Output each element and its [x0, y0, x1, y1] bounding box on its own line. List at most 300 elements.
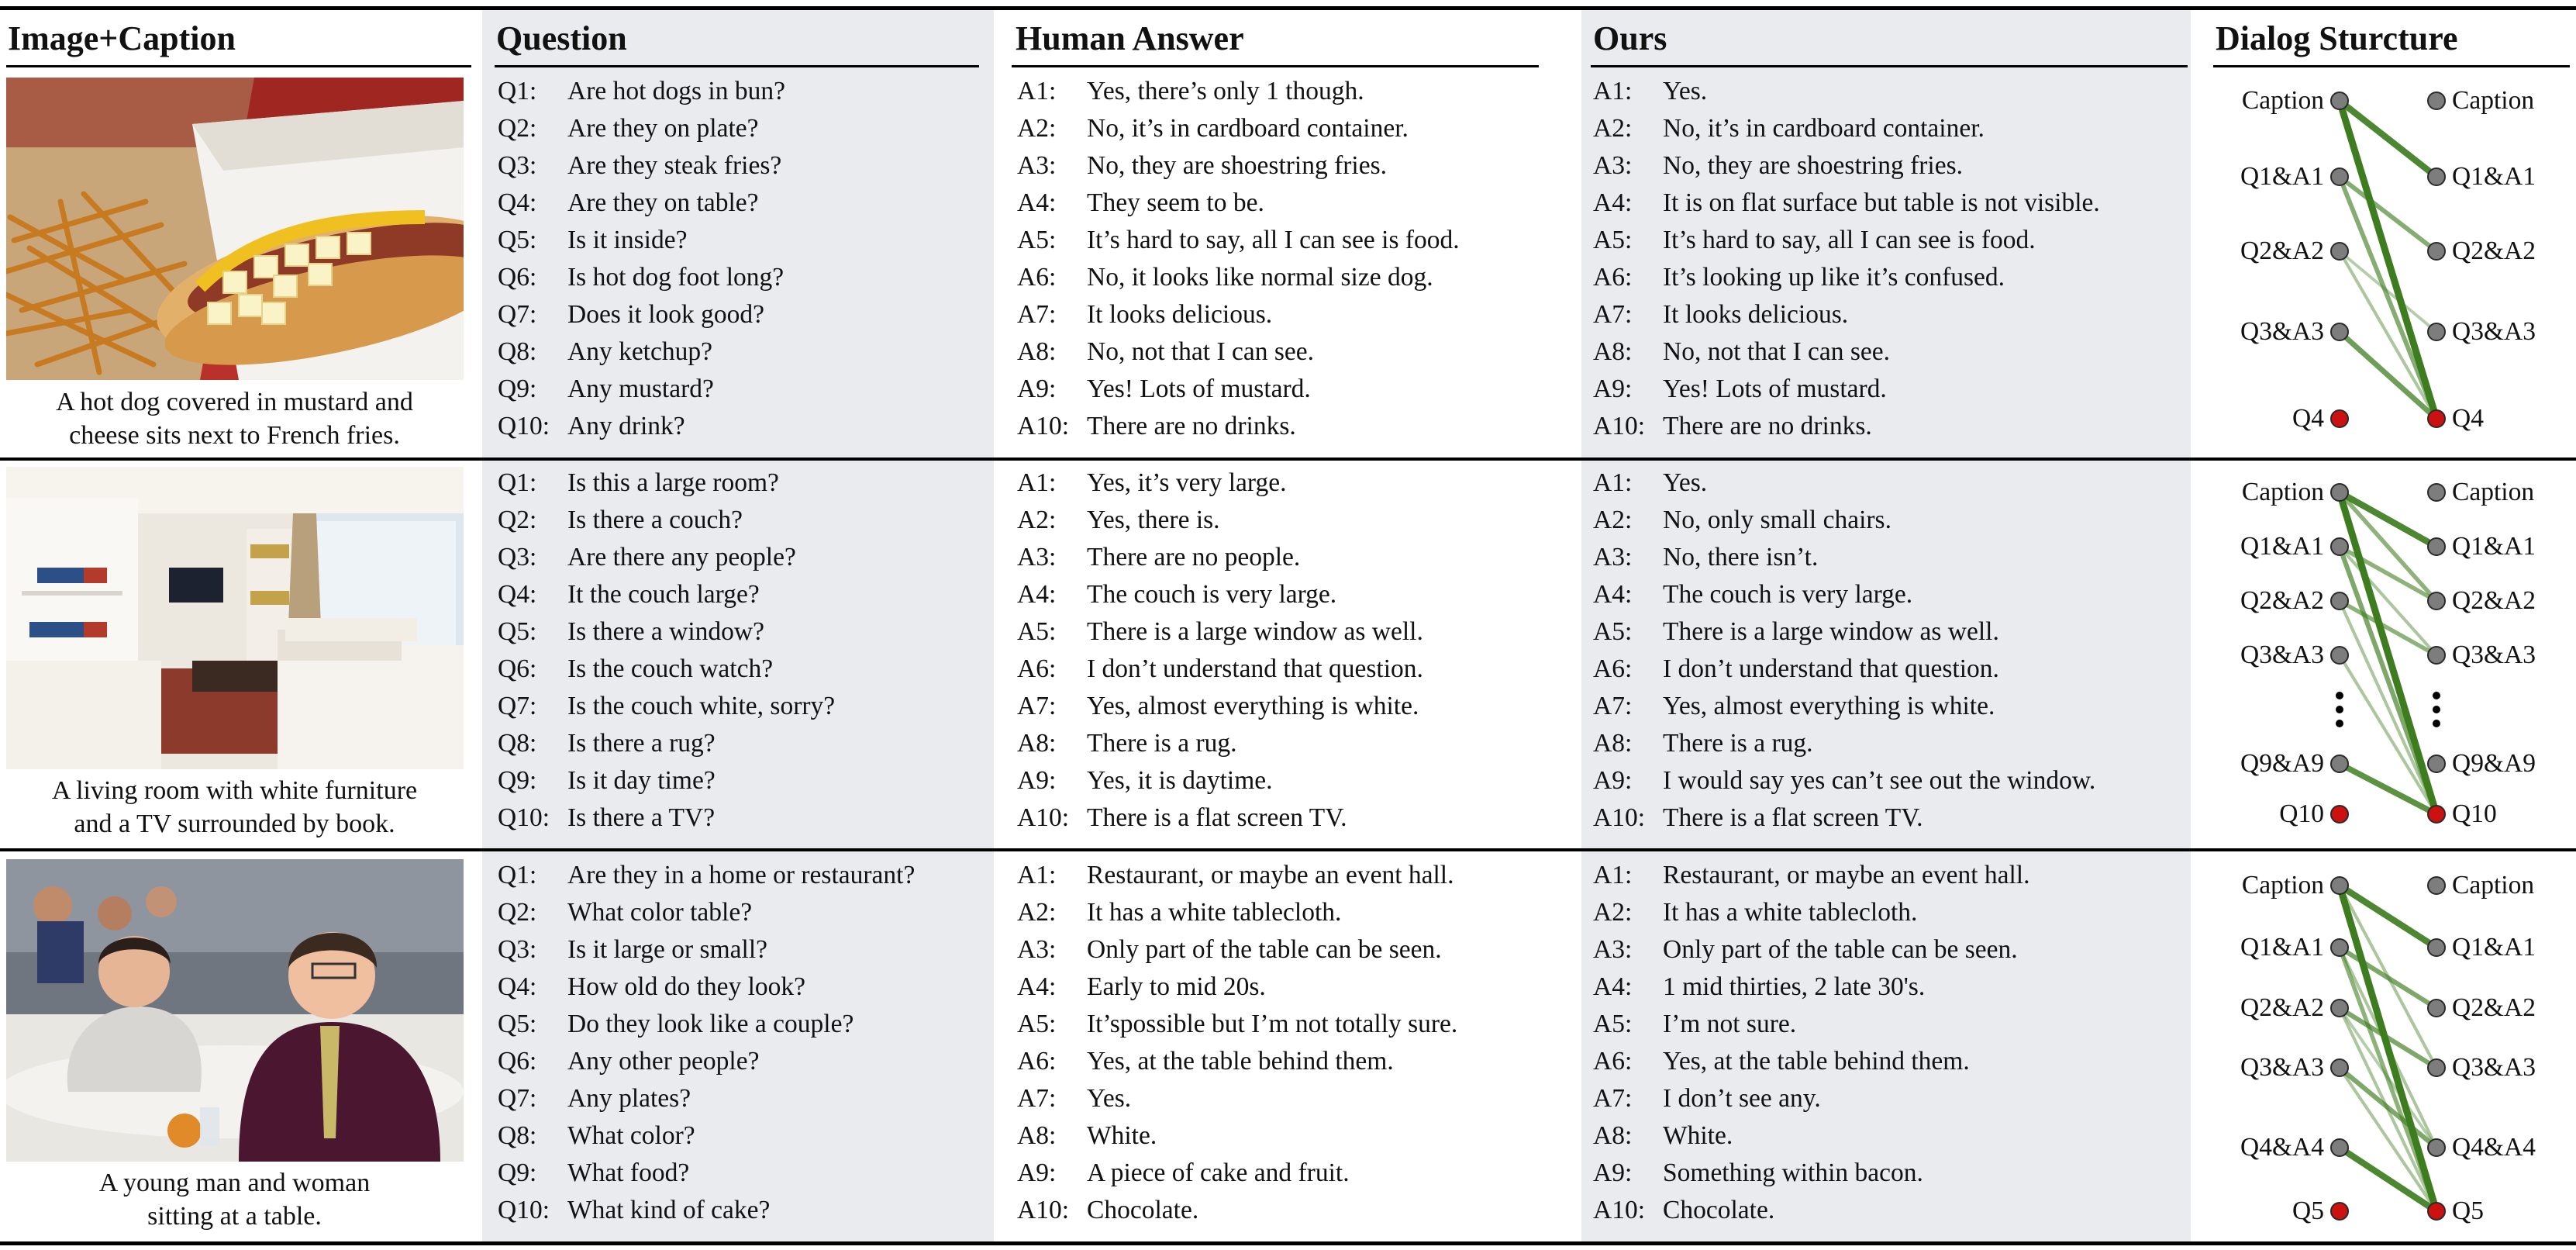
human-answer-label: A2: — [1017, 898, 1057, 927]
ours-answer-line-7 — [1593, 688, 1995, 725]
header-underline-dialog — [2213, 65, 2570, 67]
dialog-edge — [2340, 1068, 2436, 1211]
human-answer-label: A9: — [1017, 375, 1057, 403]
ours-answer-text: I don’t understand that question. — [1663, 654, 1999, 683]
human-answer-line-7 — [1017, 688, 1419, 725]
human-answer-line-3 — [1017, 147, 1387, 185]
question-label: Q7: — [498, 300, 537, 329]
left-node-label: Q3&A3 — [2240, 317, 2324, 346]
right-node-label: Q9&A9 — [2452, 749, 2536, 778]
ours-answer-label: A1: — [1593, 468, 1633, 497]
human-answer-label: A10: — [1017, 803, 1069, 832]
ours-answer-label: A4: — [1593, 972, 1633, 1001]
ellipsis-dot — [2433, 706, 2440, 713]
question-text: Is this a large room? — [567, 468, 779, 497]
question-line-1 — [498, 73, 785, 110]
human-answer-text: Only part of the table can be seen. — [1087, 935, 1442, 964]
left-dialog-node — [2331, 592, 2348, 609]
left-node-label: Q2&A2 — [2240, 586, 2324, 615]
ours-answer-label: A9: — [1593, 766, 1633, 795]
ours-answer-text: 1 mid thirties, 2 late 30's. — [1663, 972, 1926, 1001]
human-answer-label: A6: — [1017, 263, 1057, 292]
question-line-6 — [498, 259, 784, 296]
ours-answer-label: A5: — [1593, 1010, 1633, 1038]
question-label: Q2: — [498, 506, 537, 534]
human-answer-line-9 — [1017, 762, 1273, 799]
left-dialog-node — [2331, 1139, 2348, 1156]
ours-answer-text: Yes, almost everything is white. — [1663, 692, 1995, 720]
left-dialog-node — [2331, 538, 2348, 555]
ours-answer-label: A6: — [1593, 654, 1633, 683]
human-answer-label: A10: — [1017, 1196, 1069, 1224]
human-answer-label: A1: — [1017, 77, 1057, 105]
right-dialog-node — [2428, 168, 2445, 185]
human-answer-text: There is a rug. — [1087, 729, 1237, 758]
human-answer-label: A8: — [1017, 1121, 1057, 1150]
left-node-label: Caption — [2241, 86, 2324, 115]
left-dialog-node — [2331, 1203, 2348, 1220]
question-line-7 — [498, 688, 835, 725]
human-answer-line-1 — [1017, 73, 1364, 110]
ours-answer-line-4 — [1593, 185, 2100, 222]
ours-answer-label: A1: — [1593, 77, 1633, 105]
question-line-2 — [498, 110, 759, 147]
human-answer-label: A8: — [1017, 729, 1057, 758]
human-answer-line-6 — [1017, 259, 1433, 296]
human-answer-line-8 — [1017, 333, 1314, 371]
header-question: Question — [496, 19, 627, 57]
ours-answer-line-8 — [1593, 1117, 1733, 1155]
question-line-10 — [498, 1192, 770, 1229]
ours-answer-text: There is a rug. — [1663, 729, 1813, 758]
question-label: Q3: — [498, 935, 537, 964]
human-answer-label: A1: — [1017, 468, 1057, 497]
right-dialog-node — [2428, 1000, 2445, 1017]
header-image-caption: Image+Caption — [8, 19, 236, 57]
human-answer-line-5 — [1017, 222, 1460, 259]
ours-answer-label: A3: — [1593, 151, 1633, 180]
human-answer-line-4 — [1017, 969, 1266, 1006]
human-answer-line-10 — [1017, 799, 1347, 837]
question-text: Are they on plate? — [567, 114, 759, 143]
left-node-label: Q1&A1 — [2240, 532, 2324, 561]
question-label: Q9: — [498, 1158, 537, 1187]
question-label: Q5: — [498, 226, 537, 254]
question-line-10 — [498, 408, 685, 445]
ours-answer-line-1 — [1593, 464, 1707, 502]
left-dialog-node — [2331, 806, 2348, 823]
human-answer-line-9 — [1017, 1155, 1350, 1192]
question-label: Q5: — [498, 1010, 537, 1038]
human-answer-line-6 — [1017, 1043, 1394, 1080]
human-answer-text: Chocolate. — [1087, 1196, 1199, 1224]
ours-answer-label: A1: — [1593, 861, 1633, 889]
ours-answer-label: A5: — [1593, 617, 1633, 646]
ellipsis-dot — [2433, 720, 2440, 727]
left-node-label: Q4&A4 — [2240, 1133, 2324, 1162]
left-dialog-node — [2331, 168, 2348, 185]
ours-answer-text: No, they are shoestring fries. — [1663, 151, 1964, 180]
header-human-answer: Human Answer — [1016, 19, 1244, 57]
right-dialog-node — [2428, 484, 2445, 501]
question-text: Are they steak fries? — [567, 151, 782, 180]
caption-line: sitting at a table. — [147, 1202, 322, 1231]
ours-answer-text: Only part of the table can be seen. — [1663, 935, 2018, 964]
question-label: Q4: — [498, 972, 537, 1001]
ours-answer-line-9 — [1593, 762, 2095, 799]
left-dialog-node — [2331, 243, 2348, 260]
ours-answer-label: A5: — [1593, 226, 1633, 254]
question-line-2 — [498, 894, 752, 931]
human-answer-line-10 — [1017, 1192, 1198, 1229]
question-line-6 — [498, 651, 773, 688]
question-label: Q8: — [498, 337, 537, 366]
human-answer-line-5 — [1017, 613, 1423, 651]
ours-answer-line-8 — [1593, 333, 1890, 371]
ours-answer-text: Yes. — [1663, 468, 1708, 497]
question-text: Is it day time? — [567, 766, 716, 795]
question-label: Q7: — [498, 692, 537, 720]
example-photo-couple — [6, 859, 464, 1162]
right-dialog-node — [2428, 323, 2445, 340]
question-label: Q9: — [498, 375, 537, 403]
question-text: Any ketchup? — [567, 337, 712, 366]
dialog-edge — [2340, 601, 2436, 814]
left-node-label: Q4 — [2292, 404, 2324, 433]
ours-answer-text: The couch is very large. — [1663, 580, 1913, 609]
ours-answer-line-6 — [1593, 1043, 1970, 1080]
human-answer-text: I don’t understand that question. — [1087, 654, 1423, 683]
human-answer-label: A7: — [1017, 692, 1057, 720]
header-underline-ours — [1591, 65, 2188, 67]
human-answer-label: A9: — [1017, 766, 1057, 795]
left-dialog-node — [2331, 92, 2348, 109]
ours-answer-line-4 — [1593, 576, 1912, 613]
question-text: What color? — [567, 1121, 695, 1150]
human-answer-label: A1: — [1017, 861, 1057, 889]
ours-answer-line-8 — [1593, 725, 1812, 762]
right-node-label: Caption — [2452, 871, 2535, 900]
header-underline-image — [6, 65, 471, 67]
question-label: Q10: — [498, 412, 550, 440]
human-answer-text: Yes. — [1087, 1084, 1132, 1113]
human-answer-label: A3: — [1017, 543, 1057, 571]
header-underline-question — [495, 65, 979, 67]
question-line-4 — [498, 185, 759, 222]
ours-answer-text: There is a large window as well. — [1663, 617, 1999, 646]
ours-answer-line-1 — [1593, 857, 2029, 894]
human-answer-text: No, it looks like normal size dog. — [1087, 263, 1433, 292]
question-line-9 — [498, 762, 716, 799]
right-node-label: Q4&A4 — [2452, 1133, 2536, 1162]
ours-answer-text: Yes, at the table behind them. — [1663, 1047, 1970, 1076]
ours-answer-line-4 — [1593, 969, 1925, 1006]
row-separator-2 — [0, 848, 2576, 851]
right-node-label: Q2&A2 — [2452, 993, 2536, 1022]
ours-answer-label: A7: — [1593, 300, 1633, 329]
right-dialog-node — [2428, 410, 2445, 427]
right-dialog-node — [2428, 755, 2445, 772]
human-answer-line-4 — [1017, 576, 1336, 613]
ours-answer-label: A8: — [1593, 337, 1633, 366]
left-node-label: Q9&A9 — [2240, 749, 2324, 778]
question-label: Q6: — [498, 263, 537, 292]
ours-answer-text: Yes! Lots of mustard. — [1663, 375, 1887, 403]
human-answer-text: It has a white tablecloth. — [1087, 898, 1342, 927]
left-node-label: Q3&A3 — [2240, 1053, 2324, 1082]
human-answer-line-5 — [1017, 1006, 1457, 1043]
ours-answer-label: A9: — [1593, 375, 1633, 403]
ours-answer-line-5 — [1593, 1006, 1796, 1043]
question-line-1 — [498, 857, 915, 894]
left-dialog-node — [2331, 1059, 2348, 1076]
human-answer-label: A3: — [1017, 151, 1057, 180]
question-text: Is there a window? — [567, 617, 764, 646]
left-node-label: Q3&A3 — [2240, 641, 2324, 669]
human-answer-label: A4: — [1017, 580, 1057, 609]
human-answer-label: A4: — [1017, 972, 1057, 1001]
human-answer-text: Yes, there’s only 1 though. — [1087, 77, 1364, 105]
example-photo-hotdog — [6, 78, 464, 380]
ours-answer-line-9 — [1593, 1155, 1923, 1192]
question-text: Is hot dog foot long? — [567, 263, 785, 292]
dialog-structure-graph-3 — [2202, 862, 2574, 1234]
question-text: What kind of cake? — [567, 1196, 771, 1224]
question-line-5 — [498, 1006, 853, 1043]
ours-answer-text: I would say yes can’t see out the window. — [1663, 766, 2096, 795]
right-node-label: Q5 — [2452, 1196, 2484, 1225]
left-dialog-node — [2331, 323, 2348, 340]
human-answer-label: A3: — [1017, 935, 1057, 964]
ours-answer-line-5 — [1593, 613, 1999, 651]
human-answer-label: A5: — [1017, 1010, 1057, 1038]
human-answer-text: It’s hard to say, all I can see is food. — [1087, 226, 1460, 254]
question-label: Q6: — [498, 654, 537, 683]
dialog-structure-graph-2 — [2202, 469, 2574, 841]
right-dialog-node — [2428, 243, 2445, 260]
human-answer-line-7 — [1017, 1080, 1131, 1117]
left-dialog-node — [2331, 647, 2348, 664]
question-label: Q1: — [498, 861, 537, 889]
human-answer-text: There are no drinks. — [1087, 412, 1296, 440]
ours-answer-line-1 — [1593, 73, 1707, 110]
question-line-8 — [498, 725, 716, 762]
ours-answer-text: I’m not sure. — [1663, 1010, 1797, 1038]
ellipsis-dot — [2336, 720, 2343, 727]
question-text: Is it inside? — [567, 226, 688, 254]
ours-answer-text: Yes. — [1663, 77, 1708, 105]
human-answer-text: Yes, at the table behind them. — [1087, 1047, 1394, 1076]
ours-answer-line-6 — [1593, 259, 2005, 296]
human-answer-line-9 — [1017, 371, 1311, 408]
human-answer-line-1 — [1017, 857, 1454, 894]
question-text: Is the couch watch? — [567, 654, 774, 683]
right-dialog-node — [2428, 1139, 2445, 1156]
ours-answer-line-10 — [1593, 408, 1872, 445]
left-dialog-node — [2331, 410, 2348, 427]
question-text: Do they look like a couple? — [567, 1010, 854, 1038]
human-answer-text: Yes, almost everything is white. — [1087, 692, 1419, 720]
question-label: Q10: — [498, 803, 550, 832]
human-answer-line-1 — [1017, 464, 1286, 502]
ours-answer-label: A3: — [1593, 543, 1633, 571]
left-node-label: Q1&A1 — [2240, 162, 2324, 191]
caption-line: cheese sits next to French fries. — [69, 421, 400, 450]
human-answer-line-8 — [1017, 1117, 1157, 1155]
caption-line: A young man and woman — [98, 1169, 371, 1197]
question-text: Are there any people? — [567, 543, 796, 571]
question-text: What color table? — [567, 898, 753, 927]
question-line-4 — [498, 576, 760, 613]
question-line-9 — [498, 371, 714, 408]
ours-answer-label: A7: — [1593, 1084, 1633, 1113]
right-dialog-node — [2428, 592, 2445, 609]
ours-answer-label: A7: — [1593, 692, 1633, 720]
ours-answer-line-2 — [1593, 110, 1985, 147]
right-node-label: Q3&A3 — [2452, 317, 2536, 346]
question-line-3 — [498, 147, 781, 185]
right-node-label: Q4 — [2452, 404, 2484, 433]
question-text: Is there a TV? — [567, 803, 716, 832]
human-answer-text: There are no people. — [1087, 543, 1301, 571]
question-line-9 — [498, 1155, 689, 1192]
ours-answer-label: A3: — [1593, 935, 1633, 964]
ellipsis-dot — [2336, 692, 2343, 699]
row-separator-1 — [0, 458, 2576, 461]
left-dialog-node — [2331, 939, 2348, 956]
example-photo-living-room — [6, 467, 464, 769]
left-node-label: Q2&A2 — [2240, 993, 2324, 1022]
right-dialog-node — [2428, 538, 2445, 555]
left-node-label: Caption — [2241, 871, 2324, 900]
question-text: Is there a couch? — [567, 506, 743, 534]
question-line-7 — [498, 296, 764, 333]
question-text: It the couch large? — [567, 580, 760, 609]
question-label: Q4: — [498, 188, 537, 217]
question-text: Are they in a home or restaurant? — [567, 861, 916, 889]
human-answer-text: Early to mid 20s. — [1087, 972, 1266, 1001]
right-node-label: Q3&A3 — [2452, 1053, 2536, 1082]
question-text: What food? — [567, 1158, 690, 1187]
right-node-label: Q3&A3 — [2452, 641, 2536, 669]
top-rule — [0, 6, 2576, 10]
question-text: Are hot dogs in bun? — [567, 77, 785, 105]
human-answer-label: A2: — [1017, 114, 1057, 143]
ours-answer-line-10 — [1593, 799, 1923, 837]
question-text: Is the couch white, sorry? — [567, 692, 836, 720]
question-line-5 — [498, 613, 764, 651]
ours-answer-line-3 — [1593, 931, 2018, 969]
left-dialog-node — [2331, 1000, 2348, 1017]
ours-answer-label: A8: — [1593, 1121, 1633, 1150]
dialog-edge — [2340, 547, 2436, 655]
caption-line: and a TV surrounded by book. — [74, 810, 395, 838]
human-answer-line-3 — [1017, 931, 1442, 969]
question-text: Any mustard? — [567, 375, 714, 403]
right-node-label: Q1&A1 — [2452, 162, 2536, 191]
ours-answer-text: It has a white tablecloth. — [1663, 898, 1918, 927]
human-answer-label: A5: — [1017, 617, 1057, 646]
ours-answer-line-10 — [1593, 1192, 1774, 1229]
human-answer-label: A7: — [1017, 300, 1057, 329]
caption-line: A living room with white furniture — [51, 776, 418, 805]
human-answer-text: It looks delicious. — [1087, 300, 1273, 329]
left-dialog-node — [2331, 755, 2348, 772]
question-line-4 — [498, 969, 805, 1006]
right-node-label: Q2&A2 — [2452, 237, 2536, 265]
ours-answer-text: It’s looking up like it’s confused. — [1663, 263, 2005, 292]
question-text: Any plates? — [567, 1084, 691, 1113]
human-answer-label: A6: — [1017, 654, 1057, 683]
human-answer-text: The couch is very large. — [1087, 580, 1337, 609]
question-label: Q8: — [498, 729, 537, 758]
ours-answer-label: A10: — [1593, 803, 1645, 832]
human-answer-label: A7: — [1017, 1084, 1057, 1113]
right-dialog-node — [2428, 647, 2445, 664]
human-answer-label: A6: — [1017, 1047, 1057, 1076]
left-node-label: Q2&A2 — [2240, 237, 2324, 265]
left-dialog-node — [2331, 877, 2348, 894]
question-text: Does it look good? — [567, 300, 765, 329]
question-text: Is there a rug? — [567, 729, 716, 758]
human-answer-text: A piece of cake and fruit. — [1087, 1158, 1350, 1187]
ours-answer-label: A2: — [1593, 114, 1633, 143]
human-answer-text: White. — [1087, 1121, 1157, 1150]
human-answer-label: A9: — [1017, 1158, 1057, 1187]
ours-answer-line-3 — [1593, 147, 1963, 185]
ours-answer-line-2 — [1593, 502, 1891, 539]
right-node-label: Q1&A1 — [2452, 532, 2536, 561]
ours-answer-label: A2: — [1593, 506, 1633, 534]
human-answer-text: Yes! Lots of mustard. — [1087, 375, 1311, 403]
ellipsis-dot — [2336, 706, 2343, 713]
ours-answer-label: A4: — [1593, 188, 1633, 217]
ours-answer-label: A6: — [1593, 1047, 1633, 1076]
question-line-8 — [498, 333, 712, 371]
ours-answer-text: Something within bacon. — [1663, 1158, 1923, 1187]
question-line-7 — [498, 1080, 691, 1117]
human-answer-label: A10: — [1017, 412, 1069, 440]
dialog-edge — [2340, 251, 2436, 419]
bottom-rule — [0, 1241, 2576, 1245]
ours-answer-line-3 — [1593, 539, 1818, 576]
human-answer-text: There is a flat screen TV. — [1087, 803, 1347, 832]
question-text: Are they on table? — [567, 188, 759, 217]
right-node-label: Q10 — [2452, 799, 2497, 828]
header-underline-human — [1012, 65, 1539, 67]
right-dialog-node — [2428, 877, 2445, 894]
right-dialog-node — [2428, 939, 2445, 956]
question-label: Q1: — [498, 468, 537, 497]
ours-answer-text: There are no drinks. — [1663, 412, 1872, 440]
human-answer-line-6 — [1017, 651, 1423, 688]
human-answer-line-4 — [1017, 185, 1264, 222]
question-label: Q4: — [498, 580, 537, 609]
question-line-2 — [498, 502, 743, 539]
human-answer-line-3 — [1017, 539, 1300, 576]
ours-answer-line-6 — [1593, 651, 1999, 688]
human-answer-line-8 — [1017, 725, 1236, 762]
dialog-graph-svg — [2202, 862, 2574, 1234]
ours-answer-text: There is a flat screen TV. — [1663, 803, 1923, 832]
ours-answer-label: A4: — [1593, 580, 1633, 609]
human-answer-text: There is a large window as well. — [1087, 617, 1423, 646]
right-node-label: Caption — [2452, 478, 2535, 506]
right-dialog-node — [2428, 806, 2445, 823]
question-line-8 — [498, 1117, 695, 1155]
question-line-6 — [498, 1043, 759, 1080]
ellipsis-dot — [2433, 692, 2440, 699]
